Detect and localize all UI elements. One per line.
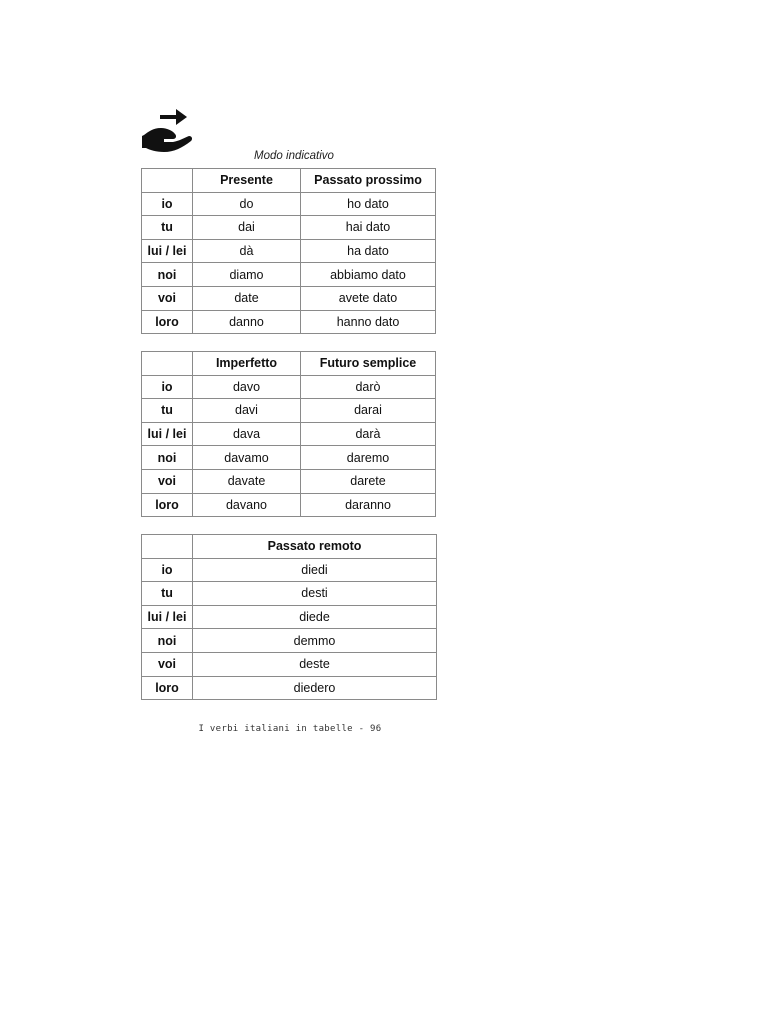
verb-cell: dai xyxy=(193,216,301,240)
pronoun-cell: tu xyxy=(142,399,193,423)
verb-cell: hai dato xyxy=(301,216,436,240)
table-row xyxy=(142,192,436,216)
verb-cell: dà xyxy=(193,239,301,263)
header-cell xyxy=(142,535,193,559)
verb-cell: dava xyxy=(193,422,301,446)
header-cell: Imperfetto xyxy=(193,352,301,376)
verb-cell: davano xyxy=(193,493,301,517)
verb-cell: date xyxy=(193,286,301,310)
table-row xyxy=(142,286,436,310)
verb-cell: davi xyxy=(193,399,301,423)
verb-cell: diedero xyxy=(193,676,437,700)
table-header-row xyxy=(142,352,436,376)
verb-cell: abbiamo dato xyxy=(301,263,436,287)
table-header-row xyxy=(142,535,437,559)
pronoun-cell: voi xyxy=(142,652,193,676)
verb-cell: diede xyxy=(193,605,437,629)
header-cell: Presente xyxy=(193,169,301,193)
header-cell xyxy=(142,352,193,376)
table-row xyxy=(142,399,436,423)
conjugation-table-presente-passato-prossimo xyxy=(141,168,436,334)
table-row xyxy=(142,652,437,676)
pronoun-cell: lui / lei xyxy=(142,605,193,629)
pronoun-cell: noi xyxy=(142,263,193,287)
table-row xyxy=(142,422,436,446)
header-cell xyxy=(142,169,193,193)
pronoun-cell: io xyxy=(142,192,193,216)
verb-cell: deste xyxy=(193,652,437,676)
table-header-row xyxy=(142,169,436,193)
verb-cell: davamo xyxy=(193,446,301,470)
page-footer: I verbi italiani in tabelle - 96 xyxy=(198,724,382,734)
header-cell: Futuro semplice xyxy=(301,352,436,376)
table-row xyxy=(142,216,436,240)
pronoun-cell: noi xyxy=(142,446,193,470)
table-row xyxy=(142,239,436,263)
table-row xyxy=(142,676,437,700)
table-row xyxy=(142,493,436,517)
verb-cell: daranno xyxy=(301,493,436,517)
verb-cell: davate xyxy=(193,469,301,493)
pronoun-cell: loro xyxy=(142,493,193,517)
verb-cell: davo xyxy=(193,375,301,399)
table-row xyxy=(142,446,436,470)
verb-cell: demmo xyxy=(193,629,437,653)
pronoun-cell: lui / lei xyxy=(142,239,193,263)
hand-giving-arrow-icon xyxy=(140,106,194,154)
table-row xyxy=(142,310,436,334)
pronoun-cell: voi xyxy=(142,469,193,493)
verb-cell: darà xyxy=(301,422,436,446)
verb-cell: desti xyxy=(193,582,437,606)
verb-cell: avete dato xyxy=(301,286,436,310)
verb-cell: danno xyxy=(193,310,301,334)
verb-cell: ho dato xyxy=(301,192,436,216)
table-row xyxy=(142,375,436,399)
verb-cell: ha dato xyxy=(301,239,436,263)
pronoun-cell: io xyxy=(142,375,193,399)
verb-cell: do xyxy=(193,192,301,216)
pronoun-cell: lui / lei xyxy=(142,422,193,446)
table-row xyxy=(142,558,437,582)
verb-cell: darai xyxy=(301,399,436,423)
pronoun-cell: tu xyxy=(142,582,193,606)
pronoun-cell: noi xyxy=(142,629,193,653)
conjugation-table-imperfetto-futuro-semplice xyxy=(141,351,436,517)
verb-cell: darò xyxy=(301,375,436,399)
verb-cell: darete xyxy=(301,469,436,493)
verb-cell: hanno dato xyxy=(301,310,436,334)
table-row xyxy=(142,629,437,653)
table-row xyxy=(142,605,437,629)
table-row xyxy=(142,469,436,493)
verb-cell: diamo xyxy=(193,263,301,287)
pronoun-cell: io xyxy=(142,558,193,582)
header-cell: Passato remoto xyxy=(193,535,437,559)
pronoun-cell: tu xyxy=(142,216,193,240)
pronoun-cell: voi xyxy=(142,286,193,310)
table-row xyxy=(142,582,437,606)
pronoun-cell: loro xyxy=(142,310,193,334)
verb-cell: daremo xyxy=(301,446,436,470)
header-cell: Passato prossimo xyxy=(301,169,436,193)
table-row xyxy=(142,263,436,287)
verb-cell: diedi xyxy=(193,558,437,582)
mode-subtitle: Modo indicativo xyxy=(254,150,334,162)
conjugation-table-passato-remoto xyxy=(141,534,437,700)
pronoun-cell: loro xyxy=(142,676,193,700)
